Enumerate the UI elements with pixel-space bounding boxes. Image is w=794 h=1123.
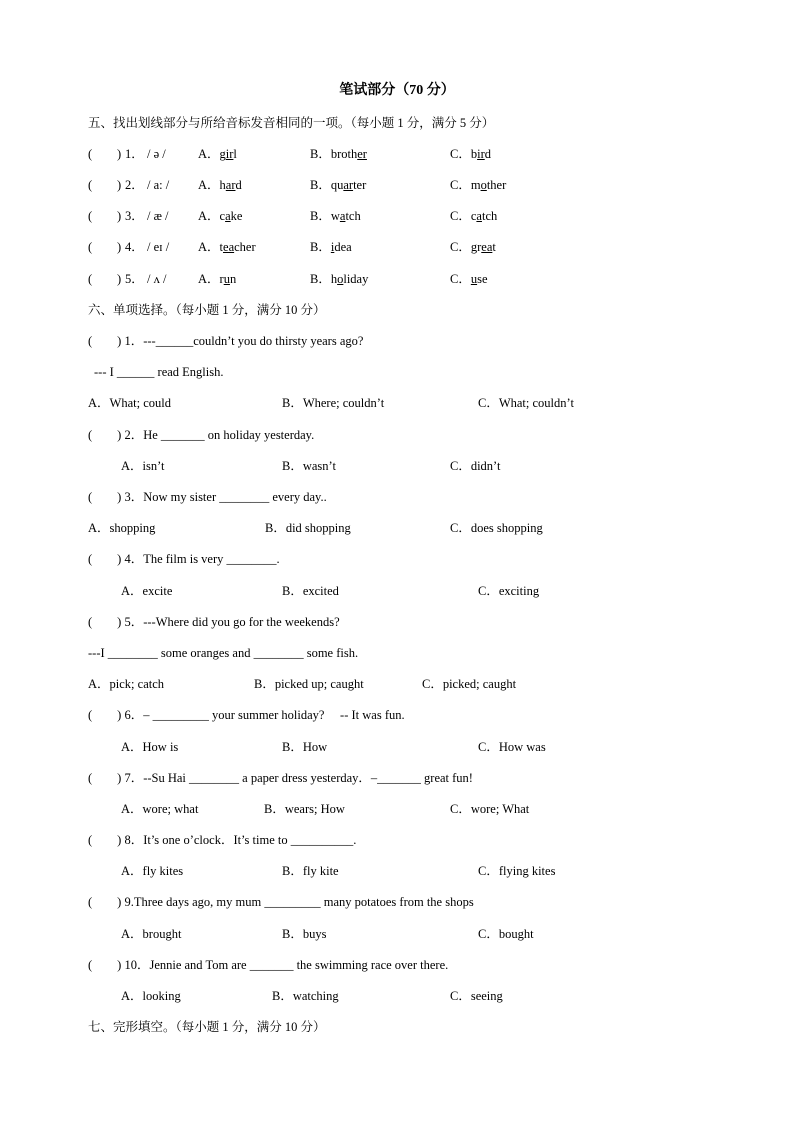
page-title: 笔试部分（70 分） bbox=[339, 83, 455, 98]
word-suffix: ke bbox=[230, 209, 243, 223]
q10-stem: ( ) 10．Jennie and Tom are _______ the swimming race over there. bbox=[88, 958, 449, 972]
section6-heading: 六、单项选择。（每小题 1 分，满分 10 分） bbox=[88, 303, 326, 317]
phonetic-symbol: / ə / bbox=[147, 147, 166, 161]
underlined-letters: a bbox=[339, 209, 346, 223]
q2-option-c: C．didn’t bbox=[450, 459, 501, 473]
q8-option-b: B．fly kite bbox=[282, 864, 339, 878]
underlined-letters: er bbox=[357, 147, 367, 161]
underlined-letters: ar bbox=[225, 178, 236, 192]
answer-paren-close: ) bbox=[117, 272, 122, 286]
option-a bbox=[198, 146, 237, 162]
question-number: 3． bbox=[125, 209, 144, 223]
word-prefix: g bbox=[219, 147, 226, 161]
q1-option-c: C．What; couldn’t bbox=[478, 396, 574, 410]
q1-line2: --- I ______ read English. bbox=[94, 365, 224, 379]
question-number: 4． bbox=[125, 240, 144, 254]
word-prefix: r bbox=[219, 272, 224, 286]
option-b bbox=[310, 271, 368, 287]
option-c bbox=[450, 146, 491, 162]
q7-stem: ( ) 7．--Su Hai ________ a paper dress yesterday．–_______ great fun! bbox=[88, 771, 473, 785]
section7-heading: 七、完形填空。（每小题 1 分，满分 10 分） bbox=[88, 1020, 326, 1034]
q7-option-b: B．wears; How bbox=[264, 802, 345, 816]
phonetic-symbol: / eɪ / bbox=[147, 240, 170, 254]
q5-option-a: A．pick; catch bbox=[88, 677, 165, 691]
option-label: A． bbox=[198, 147, 220, 161]
q8-stem: ( ) 8．It’s one o’clock．It’s time to __________. bbox=[88, 833, 357, 847]
q7-option-c: C．wore; What bbox=[450, 802, 530, 816]
underlined-letters: ar bbox=[343, 178, 354, 192]
q6-stem: ( ) 6．– _________ your summer holiday? -- It was fun. bbox=[88, 708, 405, 722]
option-c bbox=[450, 271, 488, 287]
q9-stem: ( ) 9.Three days ago, my mum _________ many potatoes from the shops bbox=[88, 895, 474, 909]
option-label: A． bbox=[198, 209, 220, 223]
q5-stem: ( ) 5．---Where did you go for the weekends? bbox=[88, 615, 340, 629]
word-prefix: m bbox=[470, 178, 481, 192]
word-prefix: c bbox=[470, 209, 477, 223]
question-number: 2． bbox=[125, 178, 144, 192]
question-number: 5． bbox=[125, 272, 144, 286]
section5-heading: 五、找出划线部分与所给音标发音相同的一项。（每小题 1 分，满分 5 分） bbox=[88, 116, 495, 130]
q3-stem: ( ) 3．Now my sister ________ every day.. bbox=[88, 490, 327, 504]
word-suffix: d bbox=[235, 178, 242, 192]
option-label: C． bbox=[450, 209, 471, 223]
answer-paren-open: ( bbox=[88, 178, 93, 192]
option-label: B． bbox=[310, 272, 331, 286]
word-prefix: w bbox=[330, 209, 340, 223]
word-suffix: se bbox=[477, 272, 488, 286]
word-prefix: c bbox=[219, 209, 226, 223]
word-prefix: h bbox=[330, 272, 338, 286]
q1-stem: ( ) 1．---______couldn’t you do thirsty years ago? bbox=[88, 334, 364, 348]
underlined-letters: ir bbox=[225, 147, 234, 161]
option-b bbox=[310, 208, 361, 224]
word-prefix: b bbox=[470, 147, 478, 161]
q2-stem: ( ) 2．He _______ on holiday yesterday. bbox=[88, 428, 315, 442]
q4-stem: ( ) 4．The film is very ________. bbox=[88, 552, 280, 566]
word-prefix: gr bbox=[470, 240, 482, 254]
word-prefix: t bbox=[219, 240, 224, 254]
option-a bbox=[198, 271, 236, 287]
q10-option-c: C．seeing bbox=[450, 989, 503, 1003]
word-suffix: ter bbox=[353, 178, 367, 192]
underlined-letters: i bbox=[330, 240, 335, 254]
phonetic-symbol: / æ / bbox=[147, 209, 169, 223]
q5-option-b: B．picked up; caught bbox=[254, 677, 364, 691]
word-prefix: broth bbox=[330, 147, 358, 161]
q6-option-b: B．How bbox=[282, 740, 328, 754]
word-prefix: qu bbox=[330, 178, 344, 192]
q9-option-a: A．brought bbox=[121, 927, 182, 941]
underlined-letters: a bbox=[225, 209, 231, 223]
option-label: B． bbox=[310, 147, 331, 161]
word-prefix: h bbox=[219, 178, 226, 192]
option-label: B． bbox=[310, 240, 331, 254]
q9-option-b: B．buys bbox=[282, 927, 327, 941]
option-label: A． bbox=[198, 240, 220, 254]
underlined-letters: ea bbox=[223, 240, 235, 254]
q1-option-b: B．Where; couldn’t bbox=[282, 396, 385, 410]
option-a bbox=[198, 208, 242, 224]
q8-option-c: C．flying kites bbox=[478, 864, 556, 878]
option-label: C． bbox=[450, 272, 471, 286]
option-label: C． bbox=[450, 240, 471, 254]
word-suffix: l bbox=[233, 147, 237, 161]
q3-option-a: A．shopping bbox=[88, 521, 156, 535]
q4-option-a: A．excite bbox=[121, 584, 173, 598]
option-label: A． bbox=[198, 178, 220, 192]
option-b bbox=[310, 177, 366, 193]
underlined-letters: ir bbox=[477, 147, 485, 161]
phonetic-symbol: / a: / bbox=[147, 178, 170, 192]
underlined-letters: o bbox=[480, 178, 487, 192]
word-suffix: liday bbox=[343, 272, 369, 286]
q6-option-c: C．How was bbox=[478, 740, 546, 754]
word-suffix: ther bbox=[486, 178, 507, 192]
answer-paren-close: ) bbox=[117, 240, 122, 254]
answer-paren-close: ) bbox=[117, 209, 122, 223]
q7-option-a: A．wore; what bbox=[121, 802, 199, 816]
q8-option-a: A．fly kites bbox=[121, 864, 184, 878]
option-b bbox=[310, 146, 367, 162]
word-suffix: t bbox=[492, 240, 496, 254]
option-c bbox=[450, 177, 506, 193]
q3-option-b: B．did shopping bbox=[265, 521, 351, 535]
option-label: A． bbox=[198, 272, 220, 286]
answer-paren-open: ( bbox=[88, 209, 93, 223]
underlined-letters: u bbox=[223, 272, 230, 286]
option-label: C． bbox=[450, 178, 471, 192]
q10-option-a: A．looking bbox=[121, 989, 181, 1003]
answer-paren-close: ) bbox=[117, 147, 122, 161]
q5-option-c: C．picked; caught bbox=[422, 677, 517, 691]
underlined-letters: ea bbox=[481, 240, 493, 254]
q3-option-c: C．does shopping bbox=[450, 521, 543, 535]
q4-option-b: B．excited bbox=[282, 584, 339, 598]
answer-paren-open: ( bbox=[88, 272, 93, 286]
answer-paren-open: ( bbox=[88, 240, 93, 254]
q2-option-b: B．wasn’t bbox=[282, 459, 336, 473]
answer-paren-open: ( bbox=[88, 147, 93, 161]
question-number: 1． bbox=[125, 147, 144, 161]
phonetic-symbol: / ʌ / bbox=[147, 272, 167, 286]
q10-option-b: B．watching bbox=[272, 989, 339, 1003]
option-a bbox=[198, 177, 242, 193]
word-suffix: tch bbox=[345, 209, 361, 223]
q9-option-c: C．bought bbox=[478, 927, 534, 941]
option-label: B． bbox=[310, 178, 331, 192]
underlined-letters: a bbox=[476, 209, 482, 223]
q5-line2: ---I ________ some oranges and ________ some fish. bbox=[88, 646, 359, 660]
q6-option-a: A．How is bbox=[121, 740, 179, 754]
word-suffix: tch bbox=[481, 209, 498, 223]
underlined-letters: u bbox=[470, 272, 478, 286]
option-label: C． bbox=[450, 147, 471, 161]
option-c bbox=[450, 239, 496, 255]
word-suffix: cher bbox=[234, 240, 256, 254]
word-suffix: dea bbox=[334, 240, 352, 254]
answer-paren-close: ) bbox=[117, 178, 122, 192]
q1-option-a: A．What; could bbox=[88, 396, 171, 410]
q2-option-a: A．isn’t bbox=[121, 459, 165, 473]
option-c bbox=[450, 208, 497, 224]
underlined-letters: o bbox=[337, 272, 344, 286]
word-suffix: n bbox=[229, 272, 237, 286]
option-label: B． bbox=[310, 209, 331, 223]
q4-option-c: C．exciting bbox=[478, 584, 540, 598]
option-b bbox=[310, 239, 352, 255]
word-suffix: d bbox=[484, 147, 491, 161]
option-a bbox=[198, 239, 256, 255]
